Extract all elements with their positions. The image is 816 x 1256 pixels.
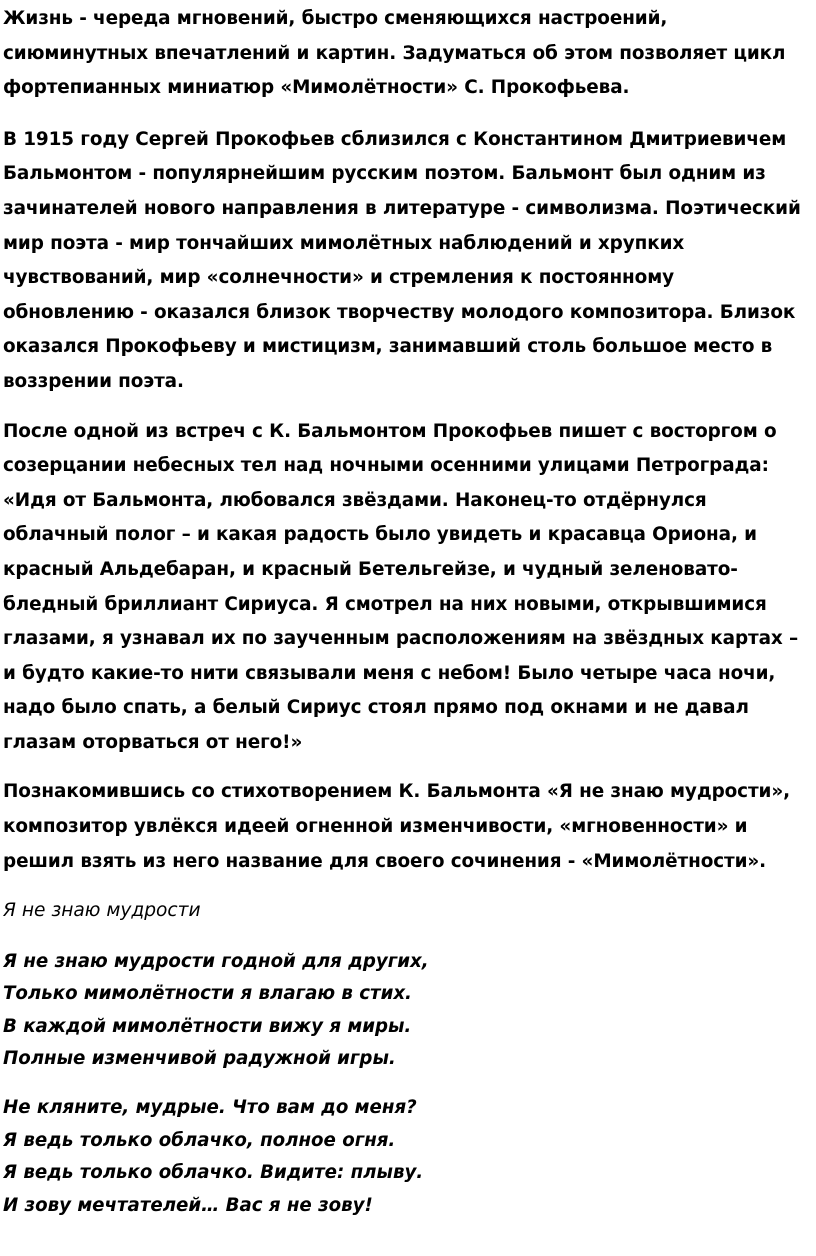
text-line: Жизнь - череда мгновений, быстро сменяющихся настроений, [3, 8, 668, 29]
text-line: глазам оторваться от него!» [3, 731, 303, 753]
text-line: красный Альдебаран, и красный Бетельгейзе, и чудный зеленовато- [3, 558, 738, 580]
text-line: чувствований, мир «солнечности» и стремления к постоянному [3, 267, 675, 289]
text-line: В 1915 году Сергей Прокофьев сблизился с Константином Дмитриевичем [3, 128, 787, 150]
text-line: сиюминутных впечатлений и картин. Задуматься об этом позволяет цикл [3, 42, 786, 64]
text-line: воззрении поэта. [3, 370, 184, 392]
text-line: облачный полог – и какая радость было увидеть и красавца Ориона, и [3, 524, 757, 546]
text-line: «Идя от Бальмонта, любовался звёздами. Наконец-то отдёрнулся [3, 489, 707, 511]
text-line: После одной из встреч с К. Бальмонтом Прокофьев пишет с восторгом о [3, 420, 777, 442]
text-line: обновлению - оказался близок творчеству молодого композитора. Близок [3, 301, 796, 323]
text-line: созерцании небесных тел над ночными осенними улицами Петрограда: [3, 455, 769, 477]
poem-stanza-2 [3, 1092, 800, 1222]
poem-line: Я ведь только облачко. Видите: плыву. [3, 1162, 424, 1184]
poem-line: В каждой мимолётности вижу я миры. [3, 1015, 412, 1037]
text-line: Познакомившись со стихотворением К. Бальмонта «Я не знаю мудрости», [3, 781, 790, 803]
stars-quote-paragraph [3, 415, 800, 761]
poem-intro-paragraph [3, 775, 800, 879]
text-line: глазами, я узнавал их по заученным расположениям на звёздных картах – [3, 628, 799, 650]
text-line: решил взять из него название для своего сочинения - «Мимолётности». [3, 850, 767, 872]
text-line: композитор увлёкся идеей огненной изменчивости, «мгновенности» и [3, 816, 748, 838]
poem-line: Я не знаю мудрости годной для других, [3, 950, 429, 972]
text-line: фортепианных миниатюр «Мимолётности» С. Прокофьева. [3, 77, 630, 99]
poem-title: Я не знаю мудрости [3, 900, 201, 922]
text-line: и будто какие-то нити связывали меня с небом! Было четыре часа ночи, [3, 662, 776, 684]
text-line: мир поэта - мир тончайших мимолётных наблюдений и хрупких [3, 232, 685, 254]
intro-paragraph [3, 2, 800, 106]
text-line: Бальмонтом - популярнейшим русским поэтом. Бальмонт был одним из [3, 163, 766, 185]
balmont-paragraph [3, 123, 800, 400]
poem-line: Я ведь только облачко, полное огня. [3, 1129, 396, 1151]
text-line: бледный бриллиант Сириуса. Я смотрел на них новыми, открывшимися [3, 593, 767, 615]
poem-line: И зову мечтателей… Вас я не зову! [3, 1194, 373, 1216]
poem-stanza-1 [3, 946, 800, 1076]
poem-line: Не кляните, мудрые. Что вам до меня? [3, 1097, 417, 1119]
poem-line: Только мимолётности я влагаю в стих. [3, 983, 412, 1005]
text-line: надо было спать, а белый Сириус стоял прямо под окнами и не давал [3, 697, 749, 719]
poem-line: Полные изменчивой радужной игры. [3, 1048, 396, 1070]
text-line: оказался Прокофьеву и мистицизм, занимавший столь большое место в [3, 336, 773, 358]
text-line: зачинателей нового направления в литературе - символизма. Поэтический [3, 197, 801, 219]
